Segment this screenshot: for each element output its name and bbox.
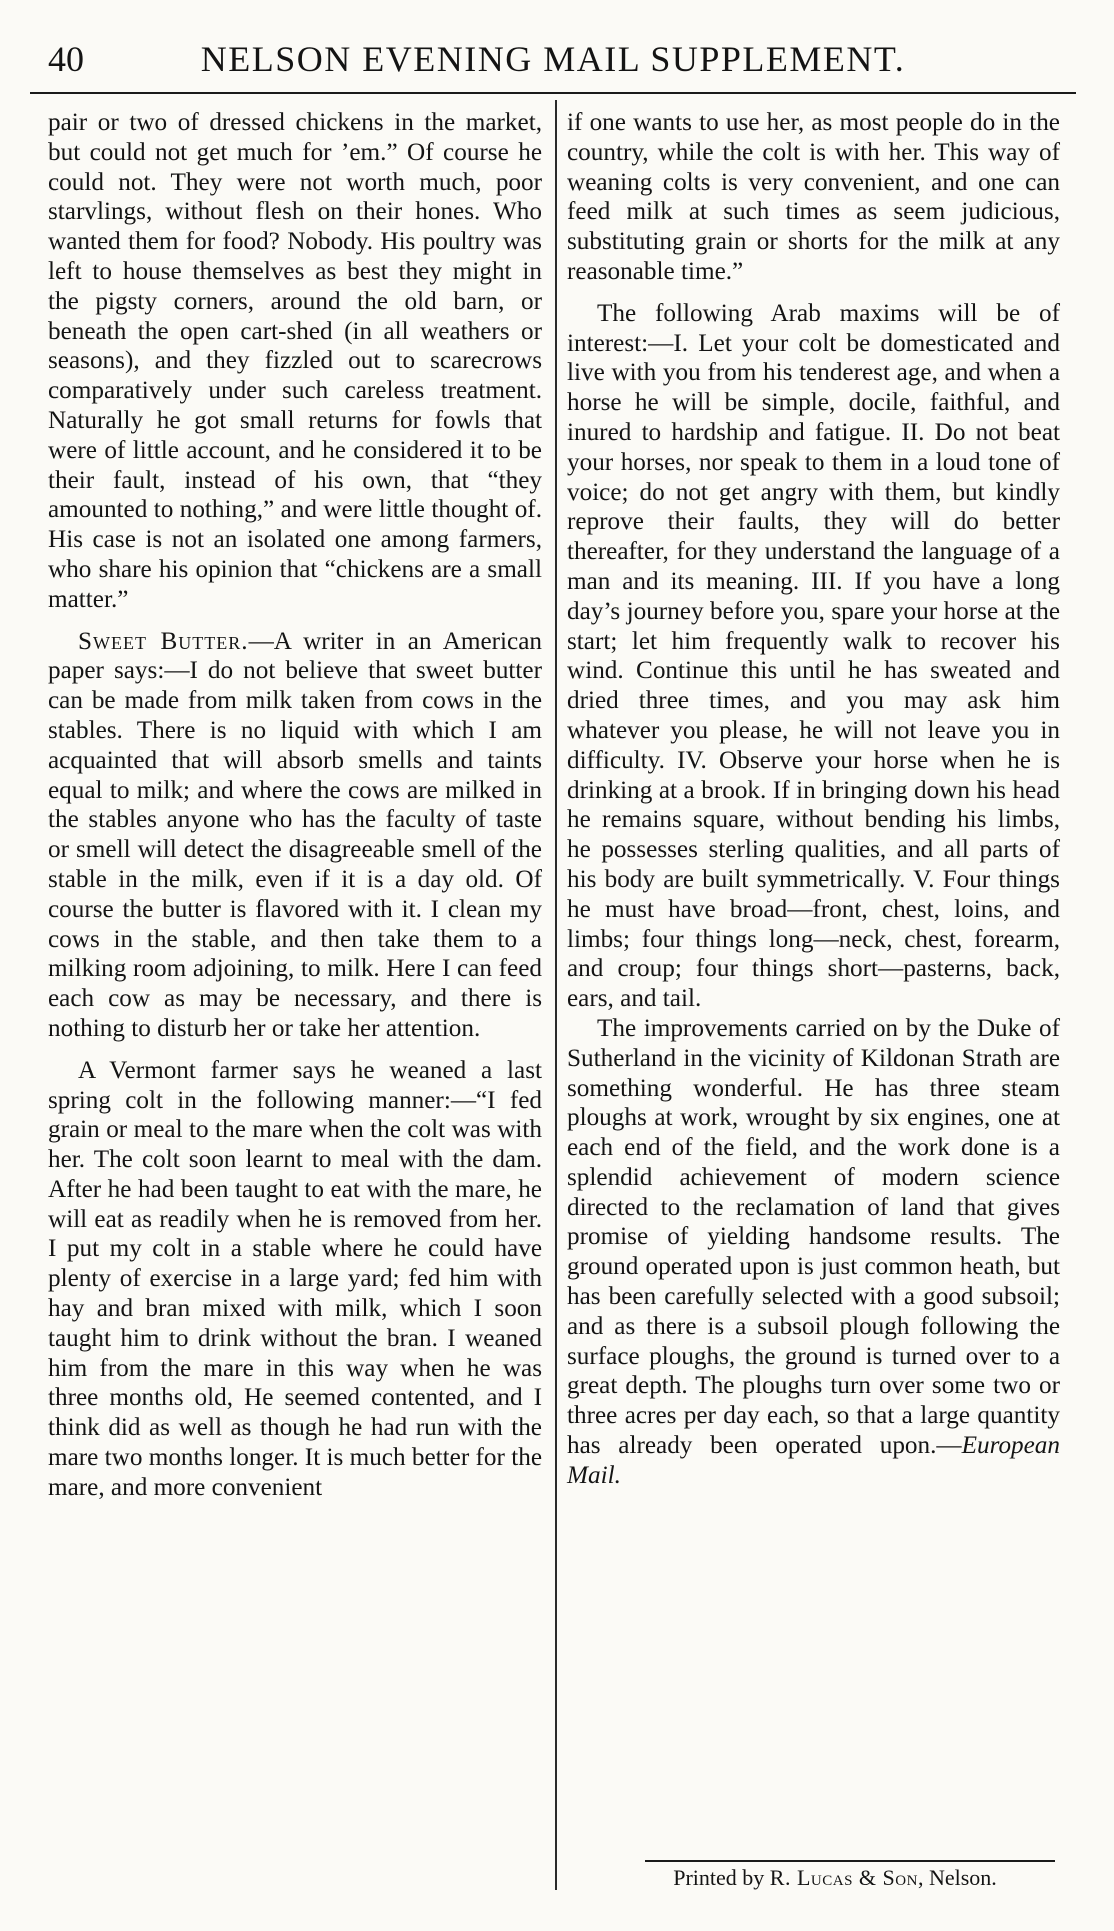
printer-name: R. Lucas & Son xyxy=(769,1865,918,1890)
printer-imprint xyxy=(615,1865,1055,1891)
source-citation: European Mail. xyxy=(567,1432,1060,1489)
article-paragraph xyxy=(48,627,542,1044)
article-paragraph xyxy=(567,1014,1060,1491)
article-text: The improvements carried on by the Duke of Sutherland in the vicinity of Kildonan Strath are something wonderful. He has three steam ploughs at work, wrought by six engines, one at each end of the field, and the work done is a splendid achievement of modern science directed to the reclamation of land that gives promise of yielding handsome results. The ground operated upon is just common heath, but has been carefully selected with a good subsoil; and as there is a subsoil plough following the surface ploughs, the ground is turned over to a great depth. The ploughs turn over some two or three acres per day each, so that a large quantity has already been operated upon.— xyxy=(567,1014,1060,1460)
printer-prefix: Printed by xyxy=(673,1865,770,1890)
article-paragraph: pair or two of dressed chickens in the market, but could not get much for ’em.” Of course he could not. They were not worth much, poor starvlings, without flesh on their hones. Who wanted them for food? Nobody. His poultry was left to house themselves as best they might in the pigsty corners, around the old barn, or beneath the open cart-shed (in all weathers or seasons), and they fizzled out to scarecrows comparatively under such careless treatment. Naturally he got small returns for fowls that were of little account, and he considered it to be their fault, instead of his own, that “they amounted to nothing,” and were little thought of. His case is not an isolated one among farmers, who share his opinion that “chickens are a small matter.” xyxy=(48,109,542,613)
article-paragraph: A Vermont farmer says he weaned a last spring colt in the following manner:—“I fed grain or meal to the mare when the colt was with her. The colt soon learnt to meal with the dam. After he had been taught to eat with the mare, he will eat as readily when he is removed from her. I put my colt in a stable where he could have plenty of exercise in a large yard; fed him with hay and bran mixed with milk, which I soon taught him to drink without the bran. I weaned him from the mare in this way when he was three months old, He seemed contented, and I think did as well as though he had run with the mare two months longer. It is much better for the mare, and more convenient xyxy=(48,1056,542,1501)
column-divider xyxy=(555,100,557,1890)
page-header xyxy=(30,28,1076,92)
article-paragraph: The following Arab maxims will be of interest:—I. Let your colt be domesticated and live with you from his tenderest age, and when a horse he will be simple, docile, faithful, and inured to hardship and fatigue. II. Do not beat your horses, nor speak to them in a loud tone of voice; do not get angry with them, but kindly reprove their faults, they will do better thereafter, for they understand the language of a man and its meaning. III. If you have a long day’s journey before you, spare your horse at the start; let him frequently walk to recover his wind. Continue this until he has sweated and dried three times, and you may ask him whatever you please, he will not leave you in difficulty. IV. Observe your horse when he is drinking at a brook. If in bringing down his head he remains square, without bending his limbs, he possesses sterling qualities, and all parts of his body are built symmetrically. V. Four things he must have broad—front, chest, loins, and limbs; four things long—neck, chest, forearm, and croup; four things short—pasterns, back, ears, and tail. xyxy=(567,299,1060,1013)
header-rule xyxy=(30,92,1076,94)
page-title: NELSON EVENING MAIL SUPPLEMENT. xyxy=(200,39,906,79)
page-number: 40 xyxy=(48,39,84,79)
section-heading: Sweet Butter. xyxy=(78,627,249,655)
right-column xyxy=(567,108,1060,1491)
left-column xyxy=(48,108,542,1503)
printer-suffix: , Nelson. xyxy=(917,1865,997,1890)
footer-rule xyxy=(645,1860,1055,1862)
article-text: —A writer in an American paper says:—I do not believe that sweet butter can be made from milk taken from cows in the stables. There is no liquid with which I am acquainted that will absorb smells and taints equal to milk; and where the cows are milked in the stables anyone who has the faculty of taste or smell will detect the disagreeable smell of the stable in the milk, even if it is a day old. Of course the butter is flavored with it. I clean my cows in the stable, and then take them to a milking room adjoining, to milk. Here I can feed each cow as may be necessary, and there is nothing to disturb her or take her attention. xyxy=(48,627,542,1042)
article-paragraph: if one wants to use her, as most people do in the country, while the colt is with her. This way of weaning colts is very convenient, and one can feed milk at such times as seem judicious, substituting grain or shorts for the milk at any reasonable time.” xyxy=(567,109,1060,285)
